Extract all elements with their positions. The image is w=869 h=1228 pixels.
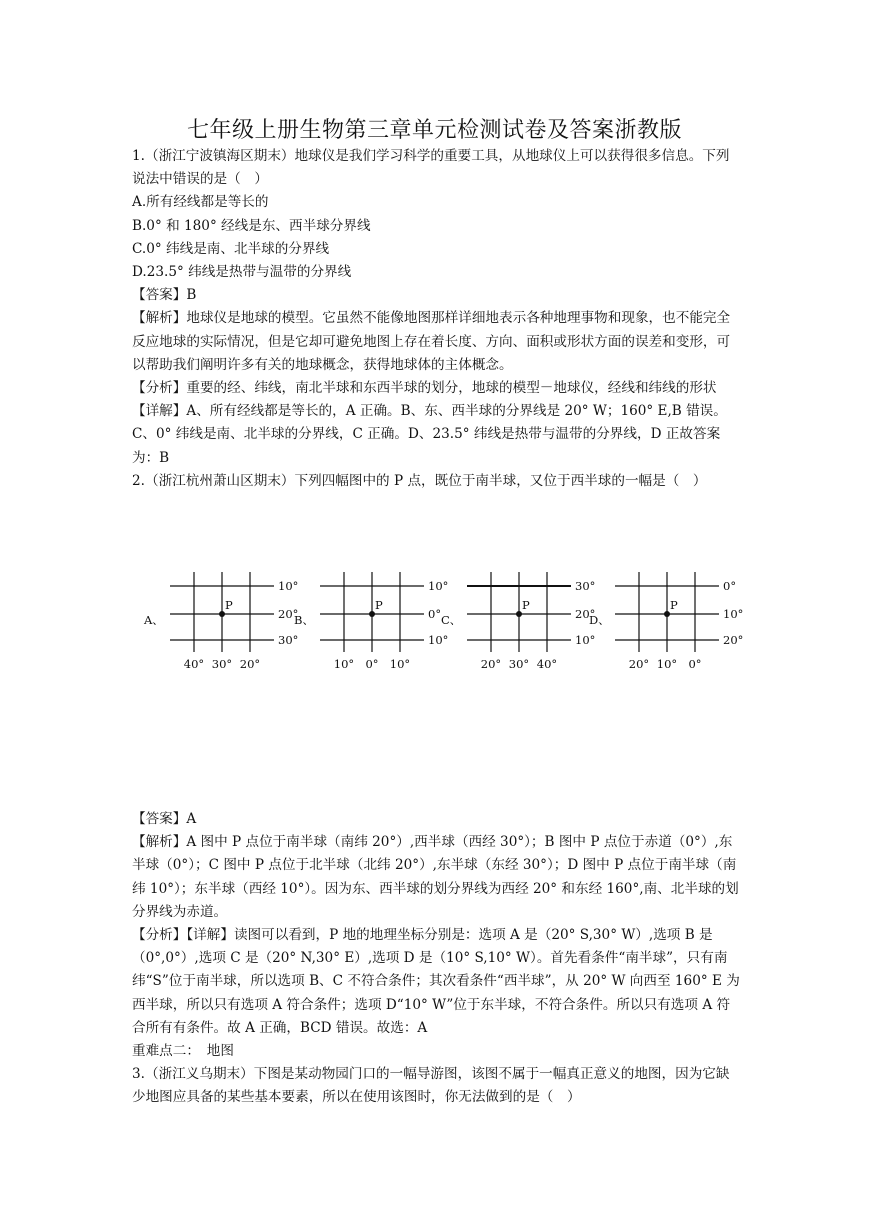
- figure-d-lon-label: 10°: [656, 657, 678, 671]
- figure-d-lat-label: 0°: [723, 579, 737, 593]
- question-1-stem: 1.（浙江宁波镇海区期末）地球仪是我们学习科学的重要工具，从地球仪上可以获得很多信息。下列说法中错误的是（ ）: [132, 148, 730, 188]
- lat-lon-grid-figure: [138, 572, 748, 682]
- figure-a-lat-label: 20°: [278, 607, 299, 621]
- question-2-analysis: 【解析】A 图中 P 点位于南半球（南纬 20°）,西半球（西经 30°）；B 图中 P 点位于赤道（0°）,东半球（0°）；C 图中 P 点位于北半球（北纬 20°）,东半球（东经 30°）；D 图中 P 点位于南半球（南纬 10°）；东半球（西经 10°）。因为东、西半球的划分界线为西经 20° 和东经 160°,南、北半球的划分界线为赤道。: [132, 834, 739, 920]
- figure-a-label: A、: [144, 613, 164, 627]
- question-1-fenxi: 【分析】重要的经、纬线，南北半球和东西半球的划分，地球的模型－地球仪，经线和纬线的形状: [132, 380, 717, 397]
- figure-c-point-label: P: [522, 598, 530, 612]
- figure-b-label: B、: [294, 613, 314, 627]
- figure-d-point-label: P: [670, 598, 678, 612]
- figure-b-lon-label: 10°: [333, 657, 355, 671]
- question-1-option-c: C.0° 纬线是南、北半球的分界线: [132, 240, 330, 257]
- figure-a-lon-label: 20°: [239, 657, 261, 671]
- question-1-option-d: D.23.5° 纬线是热带与温带的分界线: [132, 264, 352, 281]
- page-title: 七年级上册生物第三章单元检测试卷及答案浙教版: [186, 118, 682, 143]
- figure-c-lat-label: 10°: [575, 633, 596, 647]
- figure-c-lon-label: 30°: [508, 657, 530, 671]
- figure-d-lon-label: 0°: [688, 657, 702, 671]
- question-3-stem: 3.（浙江义乌期末）下图是某动物园门口的一幅导游图，该图不属于一幅真正意义的地图，因为它缺少地图应具备的某些基本要素，所以在使用该图时，你无法做到的是（ ）: [132, 1066, 730, 1106]
- figure-a-lat-label: 10°: [278, 579, 299, 593]
- question-2-answer: 【答案】A: [132, 811, 197, 827]
- figure-a-lon-label: 40°: [183, 657, 205, 671]
- question-1: [132, 145, 742, 493]
- figure-b-lon-label: 0°: [365, 657, 379, 671]
- question-2-stem: 2.（浙江杭州萧山区期末）下列四幅图中的 P 点，既位于南半球，又位于西半球的一幅是（ ）: [132, 472, 707, 489]
- question-1-answer: 【答案】B: [132, 287, 197, 304]
- grid-figures-svg: [138, 572, 748, 682]
- figure-b-lon-label: 10°: [389, 657, 411, 671]
- figure-c-lat-label: 30°: [575, 579, 596, 593]
- figure-c-label: C、: [441, 613, 462, 627]
- figure-d-lat-label: 20°: [723, 633, 744, 647]
- question-1-analysis: 【解析】地球仪是地球的模型。它虽然不能像地图那样详细地表示各种地理事物和现象，也不能完全反应地球的实际情况，但是它却可避免地图上存在着长度、方向、面积或形状方面的误差和变形，可以帮助我们阐明许多有关的地球概念，获得地球体的主体概念。: [132, 310, 731, 373]
- section-heading: 重难点二： 地图: [132, 1043, 234, 1060]
- figure-c-lon-label: 40°: [536, 657, 558, 671]
- question-1-option-b: B.0° 和 180° 经线是东、西半球分界线: [132, 217, 371, 234]
- figure-b-lat-label: 10°: [428, 633, 449, 647]
- figure-d-lon-label: 20°: [628, 657, 650, 671]
- figure-a-lat-label: 30°: [278, 633, 299, 647]
- figure-c-lat-label: 20°: [575, 607, 596, 621]
- figure-a-point-label: P: [225, 598, 233, 612]
- figure-b-lat-label: 10°: [428, 579, 449, 593]
- question-1-option-a: A.所有经线都是等长的: [132, 194, 269, 211]
- question-2-detail: 【分析】【详解】读图可以看到，P 地的地理坐标分别是：选项 A 是（20° S,30° W）,选项 B 是（0°,0°）,选项 C 是（20° N,30° E）,选项 D 是（10° S,10° W）。首先看条件“南半球”，只有南纬“S”位于南半球，所以选项 B、C 不符合条件；其次看条件“西半球”，从 20° W 向西至 160° E 为西半球，所以只有选项 A 符合条件；选项 D“10° W”位于东半球，不符合条件。所以只有选项 A 符合所有有条件。故 A 正确，BCD 错误。故选：A: [132, 927, 740, 1036]
- figure-b-lat-label: 0°: [428, 607, 442, 621]
- figure-b-point-label: P: [375, 598, 383, 612]
- figure-c-lon-label: 20°: [480, 657, 502, 671]
- question-1-detail: 【详解】A、所有经线都是等长的，A 正确。B、东、西半球的分界线是 20° W；160° E,B 错误。C、0° 纬线是南、北半球的分界线，C 正确。D、23.5° 纬线是热带与温带的分界线，D 正故答案为：B: [132, 403, 727, 466]
- figure-d-label: D、: [589, 613, 610, 627]
- figure-a-lon-label: 30°: [211, 657, 233, 671]
- figure-d-lat-label: 10°: [723, 607, 744, 621]
- question-2-solution: [132, 808, 742, 1110]
